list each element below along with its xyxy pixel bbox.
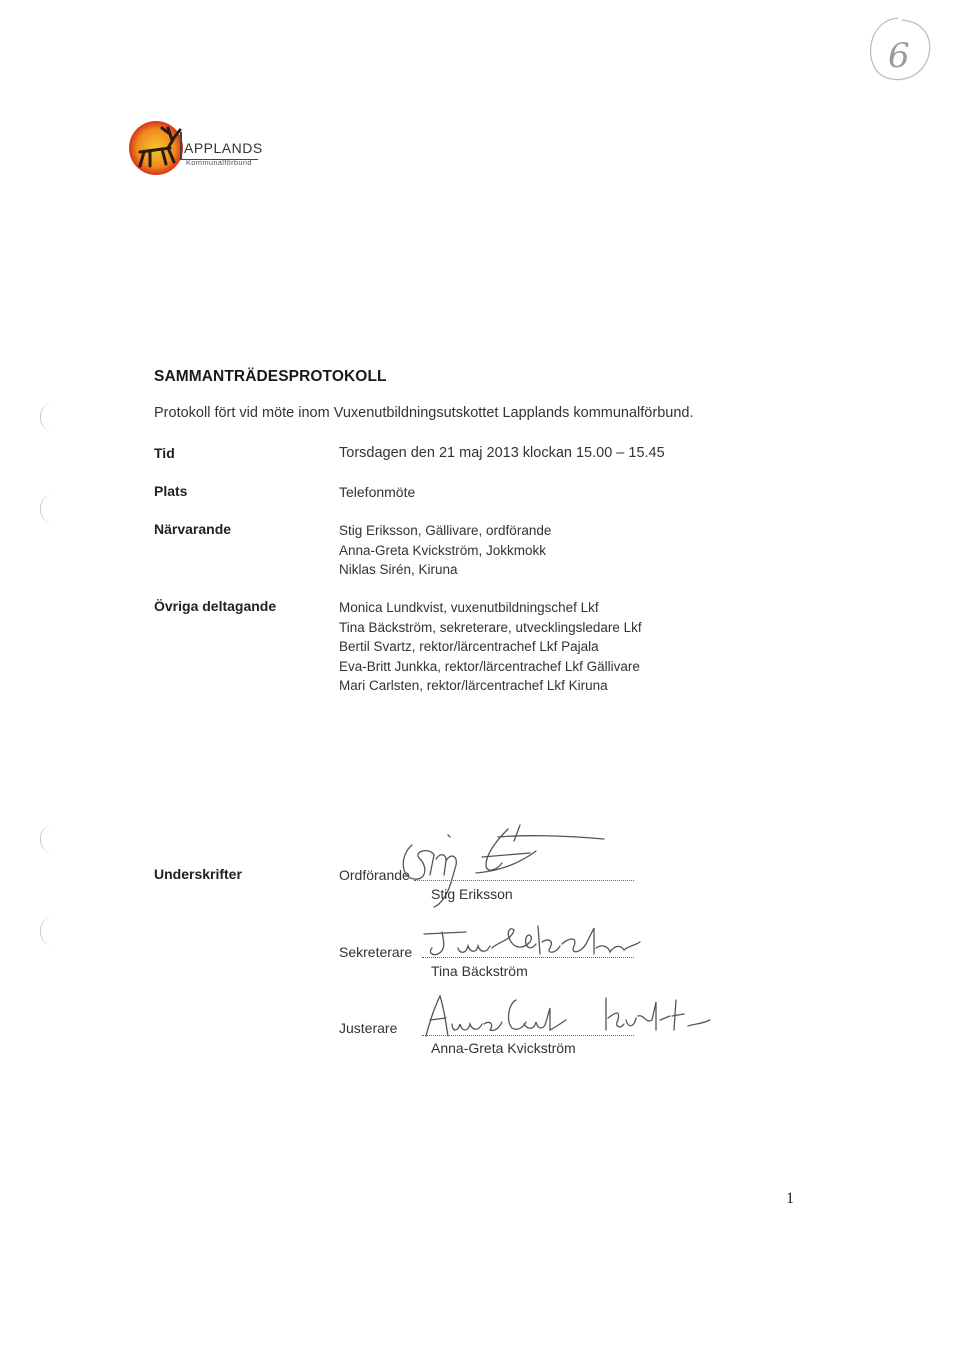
list-item: Stig Eriksson, Gällivare, ordförande — [339, 523, 552, 538]
plats-value: Telefonmöte — [339, 484, 416, 500]
page-number-handwritten — [858, 12, 938, 97]
signature-tina-backstrom — [418, 918, 648, 963]
signature-name-justerare: Anna-Greta Kvickström — [431, 1040, 576, 1056]
punch-mark — [40, 402, 55, 432]
list-item: Tina Bäckström, sekreterare, utvecklingsledare Lkf — [339, 619, 642, 635]
corner-number: 6 — [888, 36, 910, 76]
narvarande-list — [339, 521, 551, 580]
punch-mark — [40, 824, 55, 854]
document-title: SAMMANTRÄDESPROTOKOLL — [154, 368, 387, 385]
signature-anna-greta-kvickstrom — [420, 990, 720, 1045]
list-item: Anna-Greta Kvickström, Jokkmokk — [339, 542, 547, 558]
punch-mark — [40, 494, 55, 524]
list-item: Eva-Britt Junkka, rektor/lärcentrachef Lkf Gällivare — [339, 658, 640, 674]
logo — [128, 118, 308, 188]
list-item: Monica Lundkvist, vuxenutbildningschef Lkf — [339, 600, 599, 615]
ovriga-list — [339, 598, 642, 696]
signature-name-ordforande: Stig Eriksson — [431, 886, 513, 902]
signatures-heading: Underskrifter — [154, 866, 242, 882]
narvarande-label: Närvarande — [154, 521, 232, 537]
list-item: Niklas Sirén, Kiruna — [339, 562, 458, 577]
list-item: Mari Carlsten, rektor/lärcentrachef Lkf Kiruna — [339, 678, 608, 693]
signature-role-ordforande: Ordförande — [339, 867, 410, 883]
punch-mark — [40, 916, 55, 946]
tid-value: Torsdagen den 21 maj 2013 klockan 15.00 – 15.45 — [339, 445, 665, 461]
reindeer-logo-icon — [128, 118, 188, 178]
signature-role-sekreterare: Sekreterare — [339, 944, 413, 960]
logo-divider — [180, 132, 182, 160]
signature-name-sekreterare: Tina Bäckström — [431, 963, 528, 979]
intro-text: Protokoll fört vid möte inom Vuxenutbildningsutskottet Lapplands kommunalförbund. — [154, 405, 694, 421]
list-item: Bertil Svartz, rektor/lärcentrachef Lkf Pajala — [339, 639, 599, 654]
tid-label: Tid — [154, 445, 175, 461]
page-number: 1 — [786, 1190, 794, 1207]
logo-name: APPLANDS — [184, 140, 263, 156]
plats-label: Plats — [154, 483, 188, 499]
logo-subtitle: Kommunalförbund — [186, 158, 252, 167]
ovriga-label: Övriga deltagande — [154, 598, 277, 614]
signature-role-justerare: Justerare — [339, 1020, 398, 1036]
